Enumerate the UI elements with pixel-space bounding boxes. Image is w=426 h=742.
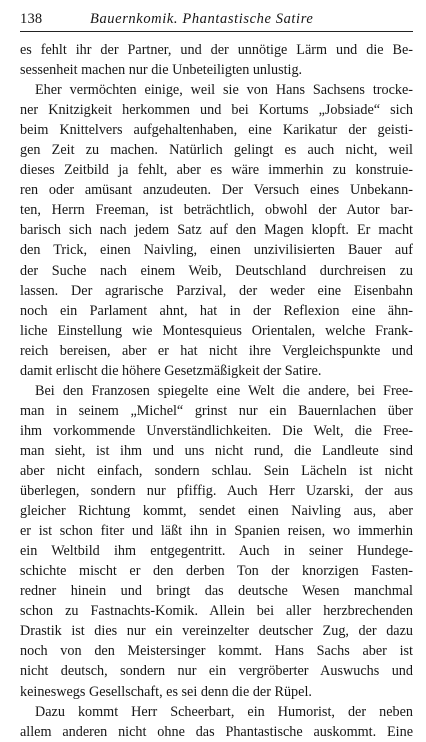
text-line: man sieht, ist ihm und uns nicht rund, die Landleute sind xyxy=(20,442,413,459)
text-line: Drastik ist dies nur ein vereinzelter deutscher Zug, der dazu xyxy=(20,623,413,640)
text-line: ren oder amüsant anzudeuten. Der Versuch eines Unbekann- xyxy=(20,182,413,199)
text-line: schichte mischt er den derben Ton der knorzigen Fasten- xyxy=(20,563,413,580)
text-line: Bei den Franzosen spiegelte eine Welt die andere, bei Free- xyxy=(35,382,413,399)
text-line: damit erlischt die höhere Gesetzmäßigkeit der Satire. xyxy=(20,362,322,379)
page-number: 138 xyxy=(20,11,43,27)
text-line: schon zu Fastnachts-Komik. Allein bei aller herzbrechenden xyxy=(20,603,413,620)
text-line: sessenheit machen nur die Unbeteiligten unlustig. xyxy=(20,62,303,79)
text-line: überlegen, sondern nur pfiffig. Auch Herr Uzarski, der aus xyxy=(20,483,413,500)
running-title: Bauernkomik. Phantastische Satire xyxy=(90,11,314,27)
text-line: ein Weltbild ihm entgegentritt. Auch in seiner Hundege- xyxy=(20,543,413,560)
text-line: den Trick, einen Naivling, einen unzivilisierten Bauer auf xyxy=(20,242,413,259)
text-line: redner hinein und bringt das deutsche Wesen manchmal xyxy=(20,583,413,600)
page-header xyxy=(20,8,413,30)
book-page xyxy=(20,8,413,740)
text-line: ner Knitzigkeit herkommen und bei Kortums „Jobsiade“ sich xyxy=(20,102,413,119)
text-line: nicht deutsch, sondern nur ein vergröberter Auswuchs und xyxy=(20,663,413,680)
text-line: allem anderen nicht ohne das Phantastische auskommt. Eine xyxy=(20,723,413,740)
text-line: es fehlt ihr der Partner, und der unnötige Lärm und die Be- xyxy=(20,42,413,58)
text-line: Dazu kommt Herr Scheerbart, ein Humorist, der neben xyxy=(35,703,413,720)
text-line: man in seinem „Michel“ grinst nur ein Bauernlachen über xyxy=(20,402,413,419)
text-line: Eher vermöchten einige, weil sie von Hans Sachsens trocke- xyxy=(35,82,413,99)
text-line: noch von den Meistersinger kommt. Hans Sachs aber ist xyxy=(20,643,413,660)
text-line: noch ein Parlament ahnt, hat in der Reflexion eine ähn- xyxy=(20,302,413,319)
text-line: liche Einstellung wie Montesquieus Orientalen, welche Frank- xyxy=(20,322,413,339)
text-line: lassen. Der agrarische Parzival, der weder eine Eisenbahn xyxy=(20,282,413,299)
text-line: dieses Zeitbild ja fehlt, aber es wäre immerhin zu konstruie- xyxy=(20,162,413,179)
text-line: ten, Herrn Freeman, ist beträchtlich, obwohl der Autor bar- xyxy=(20,202,413,219)
text-line: reich bereisen, aber er hat nicht ihre Vergleichspunkte und xyxy=(20,342,413,359)
text-line: keineswegs Gesellschaft, es sei denn die der Rüpel. xyxy=(20,683,312,700)
body-text xyxy=(20,40,413,742)
text-line: gleicher Richtung kommt, sendet einen Naivling aus, aber xyxy=(20,503,413,520)
header-rule xyxy=(20,31,413,32)
text-line: der Suche nach einem Weib, Deutschland durchreisen zu xyxy=(20,262,413,279)
text-line: ihm vorkommende Unverständlichkeiten. Die Welt, die Free- xyxy=(20,422,413,439)
text-line: barisch sich nach jedem Satz auf den Magen klopft. Er macht xyxy=(20,222,413,239)
text-line: beim Knittelvers aufgehaltenhaben, eine Karikatur der geisti- xyxy=(20,122,413,139)
text-line: er ist schon fiter und läßt ihn in Spanien reisen, wo immerhin xyxy=(20,523,413,540)
text-line: gen Zeit zu machen. Natürlich gelingt es auch nicht, weil xyxy=(20,142,413,159)
text-line: aber nicht einfach, sondern schlau. Sein Lächeln ist nicht xyxy=(20,462,413,479)
